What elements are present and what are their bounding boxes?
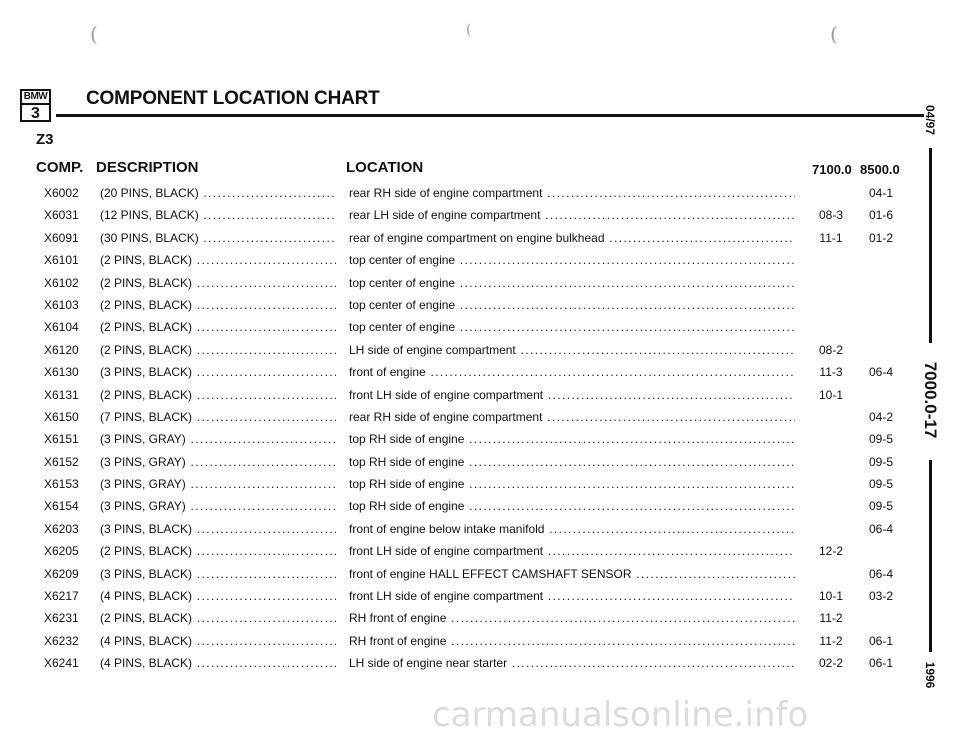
component-id: X6104 — [44, 320, 79, 335]
component-description: (2 PINS, BLACK) ..... — [100, 544, 336, 558]
logo-brand: BMW — [22, 91, 49, 105]
ref-8500: 09-5 — [868, 454, 894, 469]
component-location: top center of engine ..... — [349, 253, 795, 267]
ref-8500: 06-4 — [868, 521, 894, 536]
component-location: front of engine below intake manifold ..... — [349, 522, 795, 536]
component-id: X6241 — [44, 656, 79, 671]
component-id: X6031 — [44, 208, 79, 223]
table-row — [0, 634, 900, 656]
component-id: X6103 — [44, 297, 79, 312]
component-location: top RH side of engine ..... — [349, 499, 795, 513]
ref-7100: 08-2 — [818, 342, 844, 357]
component-description: (3 PINS, GRAY) ..... — [100, 499, 336, 513]
component-id: X6203 — [44, 521, 79, 536]
table-row — [0, 656, 900, 678]
ref-7100: 11-2 — [819, 633, 843, 648]
component-id: X6151 — [44, 432, 79, 447]
component-id: X6209 — [44, 566, 79, 581]
ref-8500: 04-2 — [868, 409, 894, 424]
table-row — [0, 589, 900, 611]
table-row — [0, 522, 900, 544]
component-description: (2 PINS, BLACK) ..... — [100, 343, 336, 357]
table-row — [0, 253, 900, 275]
component-description: (30 PINS, BLACK) ..... — [100, 231, 336, 245]
column-header-description: DESCRIPTION — [96, 159, 199, 176]
component-id: X6153 — [44, 477, 79, 492]
component-id: X6120 — [44, 342, 79, 357]
margin-rule — [929, 460, 932, 652]
logo-series: 3 — [31, 105, 40, 122]
table-row — [0, 208, 900, 230]
table-row — [0, 477, 900, 499]
component-description: (20 PINS, BLACK) ..... — [100, 186, 336, 200]
table-row — [0, 298, 900, 320]
watermark: carmanualsonline.info — [432, 695, 809, 735]
component-description: (7 PINS, BLACK) ..... — [100, 410, 336, 424]
ref-8500: 01-2 — [868, 230, 894, 245]
component-description: (12 PINS, BLACK) ..... — [100, 208, 336, 222]
column-header-comp: COMP. — [36, 159, 84, 176]
ref-8500: 06-1 — [868, 633, 894, 648]
component-location: front LH side of engine compartment ..... — [349, 589, 795, 603]
ref-7100: 08-3 — [818, 208, 844, 223]
component-location: top RH side of engine ..... — [349, 477, 795, 491]
component-location: front LH side of engine compartment ..... — [349, 544, 795, 558]
component-location: LH side of engine near starter ..... — [349, 656, 795, 670]
model-label: Z3 — [36, 131, 54, 148]
table-row — [0, 231, 900, 253]
component-location: front of engine ..... — [349, 365, 795, 379]
table-row — [0, 410, 900, 432]
ref-7100: 10-1 — [818, 387, 844, 402]
component-id: X6217 — [44, 589, 79, 604]
table-row — [0, 544, 900, 566]
component-description: (2 PINS, BLACK) ..... — [100, 611, 336, 625]
component-id: X6130 — [44, 365, 79, 380]
table-row — [0, 432, 900, 454]
component-id: X6002 — [44, 186, 79, 200]
component-id: X6101 — [44, 253, 79, 268]
component-description: (3 PINS, BLACK) ..... — [100, 522, 336, 536]
binder-mark: ( — [830, 22, 838, 46]
component-id: X6102 — [44, 275, 79, 290]
ref-8500: 09-5 — [868, 499, 894, 514]
table-row — [0, 365, 900, 387]
component-location: RH front of engine ..... — [349, 611, 795, 625]
ref-7100: 11-3 — [819, 365, 843, 380]
page-number: 7000.0-17 — [921, 361, 940, 439]
ref-8500: 03-2 — [868, 589, 894, 604]
component-description: (3 PINS, GRAY) ..... — [100, 477, 336, 491]
component-location: front LH side of engine compartment ..... — [349, 388, 795, 402]
table-row — [0, 276, 900, 298]
component-description: (2 PINS, BLACK) ..... — [100, 320, 336, 334]
component-location: rear of engine compartment on engine bulkhead ..... — [349, 231, 795, 245]
table-row — [0, 388, 900, 410]
ref-8500: 06-4 — [868, 365, 894, 380]
component-location: top center of engine ..... — [349, 276, 795, 290]
component-id: X6131 — [44, 387, 79, 402]
table-row — [0, 567, 900, 589]
ref-7100: 10-1 — [818, 589, 844, 604]
component-description: (3 PINS, GRAY) ..... — [100, 432, 336, 446]
bmw-3-series-logo — [20, 89, 51, 122]
component-id: X6231 — [44, 611, 79, 626]
component-description: (3 PINS, BLACK) ..... — [100, 567, 336, 581]
column-header-8500: 8500.0 — [860, 162, 900, 177]
ref-8500: 06-4 — [868, 566, 894, 581]
component-description: (3 PINS, BLACK) ..... — [100, 365, 336, 379]
component-description: (2 PINS, BLACK) ..... — [100, 298, 336, 312]
ref-7100: 11-2 — [819, 611, 843, 626]
table-row — [0, 455, 900, 477]
table-row — [0, 320, 900, 342]
column-header-7100: 7100.0 — [812, 162, 852, 177]
component-location: LH side of engine compartment ..... — [349, 343, 795, 357]
component-location: top center of engine ..... — [349, 320, 795, 334]
component-location: top center of engine ..... — [349, 298, 795, 312]
component-description: (4 PINS, BLACK) ..... — [100, 634, 336, 648]
table-row — [0, 499, 900, 521]
table-row — [0, 186, 900, 208]
component-description: (2 PINS, BLACK) ..... — [100, 388, 336, 402]
component-location: rear RH side of engine compartment ..... — [349, 186, 795, 200]
component-location: front of engine HALL EFFECT CAMSHAFT SENSOR ..... — [349, 567, 795, 581]
page-margin-info — [905, 70, 955, 710]
ref-8500: 04-1 — [868, 186, 894, 200]
ref-8500: 09-5 — [868, 477, 894, 492]
component-location: rear LH side of engine compartment ..... — [349, 208, 795, 222]
component-id: X6091 — [44, 230, 79, 245]
component-id: X6150 — [44, 409, 79, 424]
component-location: RH front of engine ..... — [349, 634, 795, 648]
component-description: (3 PINS, GRAY) ..... — [100, 455, 336, 469]
binder-mark: ( — [466, 22, 472, 38]
component-location: rear RH side of engine compartment ..... — [349, 410, 795, 424]
ref-7100: 11-1 — [819, 230, 843, 245]
table-row — [0, 343, 900, 365]
ref-7100: 12-2 — [818, 544, 844, 559]
component-id: X6205 — [44, 544, 79, 559]
component-description: (2 PINS, BLACK) ..... — [100, 276, 336, 290]
binder-mark: ( — [90, 22, 98, 46]
component-location: top RH side of engine ..... — [349, 432, 795, 446]
ref-7100: 02-2 — [818, 656, 844, 671]
ref-8500: 06-1 — [868, 656, 894, 671]
model-year: 1996 — [923, 661, 937, 689]
revision-date: 04/97 — [923, 104, 937, 136]
component-table — [0, 186, 900, 679]
component-id: X6152 — [44, 454, 79, 469]
component-description: (4 PINS, BLACK) ..... — [100, 656, 336, 670]
ref-8500: 01-6 — [868, 208, 894, 223]
component-id: X6154 — [44, 499, 79, 514]
column-header-location: LOCATION — [346, 159, 424, 176]
margin-rule — [929, 148, 932, 343]
ref-8500: 09-5 — [868, 432, 894, 447]
component-description: (4 PINS, BLACK) ..... — [100, 589, 336, 603]
title-rule — [56, 114, 924, 117]
component-id: X6232 — [44, 633, 79, 648]
table-row — [0, 611, 900, 633]
page-title: COMPONENT LOCATION CHART — [86, 88, 380, 109]
component-description: (2 PINS, BLACK) ..... — [100, 253, 336, 267]
component-location: top RH side of engine ..... — [349, 455, 795, 469]
